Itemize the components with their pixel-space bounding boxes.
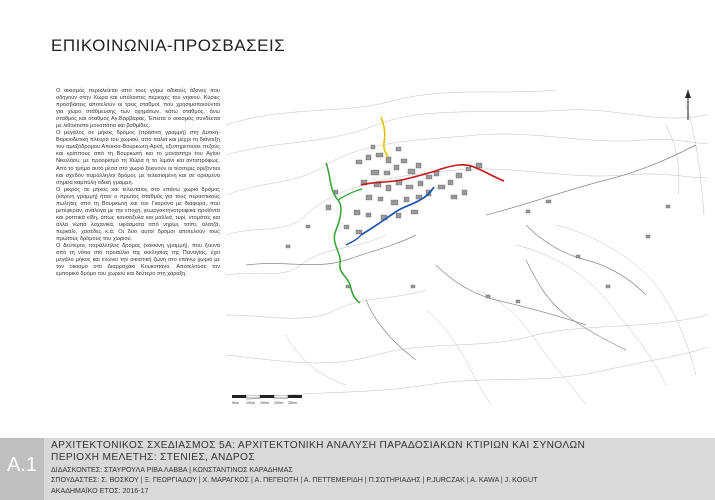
study-area-line: ΠΕΡΙΟΧΗ ΜΕΛΕΤΗΣ: ΣΤΕΝΙΕΣ, ΑΝΔΡΟΣ — [51, 452, 255, 463]
sheet-number: Α.1 — [6, 454, 38, 476]
teachers-line: ΔΙΔΑΣΚΟΝΤΕΣ: ΣΤΑΥΡΟΥΛΑ ΡΙΒΑ ΛΑΒΒΑ | ΚΩΝΣΤΑΝΤΙΝΟΣ ΚΑΡΑΔΗΜΑΣ — [51, 466, 293, 474]
scale-label-1: 100m — [246, 401, 255, 405]
page-title: ΕΠΙΚΟΙΝΩΝΙΑ-ΠΡΟΣΒΑΣΕΙΣ — [51, 36, 286, 55]
blue-route — [361, 187, 434, 235]
scale-label-4: 250m — [288, 401, 297, 405]
students-line: ΣΠΟΥΔΑΣΤΕΣ: Σ. ΒΟΣΚΟΥ | Ξ. ΓΕΩΡΓΙΑΔΟΥ | Χ. ΜΑΡΑΓΚΟΣ | Α. ΠΕΓΕΙΩΤΗ | Α. ΠΕΤΤΕΜΕΡΙΔΗ | Π.ΣΩΤΗΡΙΑΔΗΣ | P.JURCZAK | A. KAWA | J. KOGUT — [51, 476, 538, 484]
scale-label-2: 150m — [260, 401, 269, 405]
settlement-map — [226, 85, 708, 405]
paragraph-yellow-road: Ο μικρός σε μήκος και τελευταίος στο επάνω χωριό δρόμος (κίτρινη γραμμή) ήταν ο πρώτος σταθμός για τους περαστικούς πωλητές από τη Βουρκωτή και τον Γκαρόνα με διάφορα, που μετέφεραν, ανάλογα με την εποχή, γεωργοκτηνοτροφικά προϊόντα και ροπτικά είδη, όπως καυσόξυλα και μαλλιά, τυρί, ντομάτες και άλλα νωπά λαχανικά, υφάσματα από νηρίμι, τσίπι, αλατζά, περκάλι, χασέδες κ.ά. Οι δύο αυτοί δρόμοι αποτελούν τους πρώτους δρόμους του χωριού. — [56, 186, 220, 242]
blue-route-branch — [346, 235, 361, 245]
green-route — [326, 163, 360, 303]
paragraph-red-road: Ο δεύτερος παράλληλος δρόμος (κόκκινη γραμμή), που ξεκινά από τη νότια στο προαύλιο της εκκλησίας της Παναγίας, έχει μεγάλο μήκος και ενώνει την οικιστική ζώνη στο επάνω χωριό με τον οικισμό στο Διαρραχάκι Κουκοπάνο. Αποτελούσε τον εμπορικό δρόμο του χωριού και δεύτερο στη χάραξη. — [56, 243, 220, 278]
footer-band — [0, 438, 715, 500]
paragraph-settlement: Ο οικισμός περικλείεται από τους γύρω οδικούς άξονες που οδηγούν στην Χώρα και υπόλοιπες περιοχές του νησιού. Κύριες προσβάσεις αποτελούν οι τρεις σταθμοί, που χρησιμοποιούνται για χώρο στάθμευσης των οχημάτων, κάτω σταθμός, άνω σταθμός και σταθμός Αγ.Βαρβάρας. Έπειτα ο οικισμός συνδέεται με λιθόκτιστα μονοπάτια και βαθμίδες. — [56, 88, 220, 130]
green-route-branch — [338, 189, 362, 200]
scale-bar — [232, 395, 312, 407]
body-text — [56, 88, 220, 278]
north-arrow-icon — [685, 90, 691, 120]
red-route — [361, 165, 504, 185]
scale-label-3: 200m — [274, 401, 283, 405]
scale-label-0: 0km — [232, 401, 239, 405]
course-line: ΑΡΧΙΤΕΚΤΟΝΙΚΟΣ ΣΧΕΔΙΑΣΜΟΣ 5Α: ΑΡΧΙΤΕΚΤΟΝΙΚΗ ΑΝΑΛΥΣΗ ΠΑΡΑΔΟΣΙΑΚΩΝ ΚΤΙΡΙΩΝ ΚΑΙ ΣΥΝΟΛΩΝ — [51, 440, 586, 451]
academic-year-line: ΑΚΑΔΗΜΑΪΚΟ ΕΤΟΣ: 2016-17 — [51, 487, 149, 495]
sheet-number-box — [0, 438, 44, 500]
paragraph-green-road: Ο μεγάλος σε μήκος δρόμος (πράσινη γραμμή) στη Δυτική-Βορειοδυτική πλευρά του χωριού, από παλιά και μέχρι τη διάνοιξη του αμαξόδρομου Αποικία-Βουρκωτή-Αρνή, εξυπηρετούσε πεζούς και ερίππους από τη Βουρκωτή και το μοναστήρι του Αγίου Νικολάου, με προορισμό τη Χώρα ή το λιμάνι και αντιστρόφως. Από το τμήμα αυτό μέσα στο χωριό ξεκινούν οι τέσσερις οριζόντιοι και σχεδόν παράλληλοι δρόμοι, με τελεσιομένη και σε ορισμένα σημεία καμπύλη οδική γραμμή. — [56, 130, 220, 186]
contour-lines — [226, 90, 708, 405]
